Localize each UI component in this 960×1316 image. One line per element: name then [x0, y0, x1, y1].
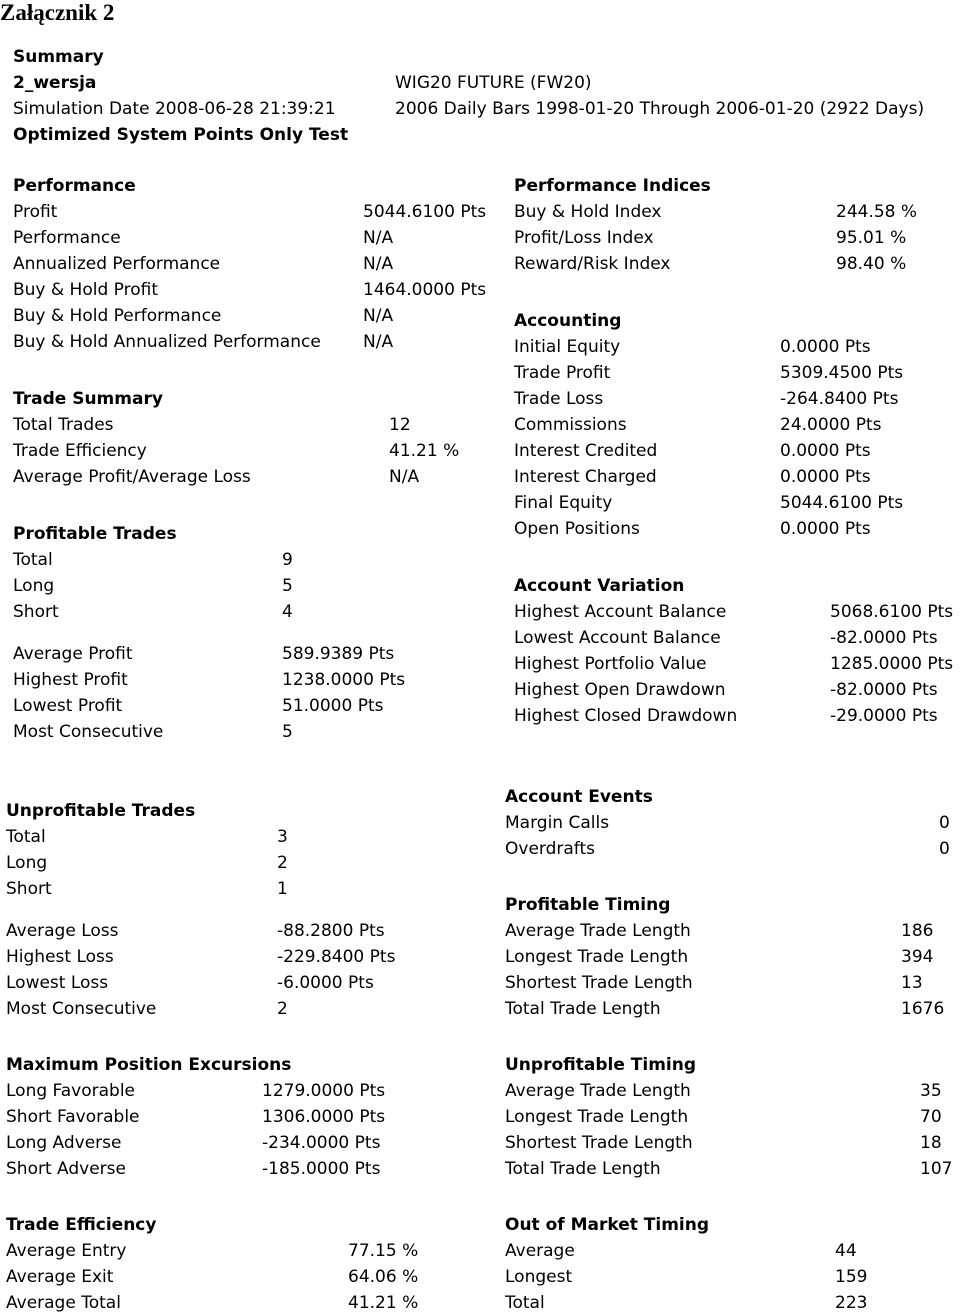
stat-value: 2	[277, 853, 288, 873]
stat-row	[514, 386, 954, 412]
accounting-section	[514, 308, 954, 542]
stat-row	[505, 970, 955, 996]
stat-label: Total	[505, 1293, 545, 1313]
stat-value: 186	[901, 921, 934, 941]
account-variation-section	[514, 573, 960, 729]
stat-row	[6, 1156, 496, 1182]
stat-value: 159	[835, 1267, 868, 1287]
performance-section	[13, 173, 503, 355]
stat-label: Lowest Loss	[6, 973, 109, 993]
stat-value: 1676	[901, 999, 945, 1019]
stat-row	[514, 651, 960, 677]
stat-label: Lowest Profit	[13, 696, 123, 716]
stat-row	[6, 1290, 496, 1316]
unprofitable-timing-heading: Unprofitable Timing	[505, 1055, 697, 1075]
stat-label: Interest Credited	[514, 441, 658, 461]
stat-value: 5	[282, 722, 293, 742]
stat-value: -29.0000 Pts	[830, 706, 938, 726]
stat-label: Final Equity	[514, 493, 613, 513]
stat-row	[514, 251, 954, 277]
stat-row	[13, 438, 503, 464]
stat-label: Highest Portfolio Value	[514, 654, 707, 674]
stat-label: Highest Account Balance	[514, 602, 727, 622]
stat-row	[505, 944, 955, 970]
stat-label: Total Trade Length	[505, 999, 661, 1019]
stat-value: 1464.0000 Pts	[363, 280, 487, 300]
stat-row	[505, 1264, 955, 1290]
account-events-heading: Account Events	[505, 787, 653, 807]
stat-value: 51.0000 Pts	[282, 696, 384, 716]
account-events-section	[505, 784, 955, 862]
stat-label: Average Total	[6, 1293, 121, 1313]
stat-row	[514, 412, 954, 438]
stat-value: 0	[939, 839, 950, 859]
stat-row	[13, 277, 503, 303]
accounting-heading: Accounting	[514, 311, 622, 331]
stat-label: Average Profit	[13, 644, 133, 664]
bars-range: 2006 Daily Bars 1998-01-20 Through 2006-01-20 (2922 Days)	[395, 99, 925, 119]
stat-label: Total	[13, 550, 53, 570]
stat-value: 41.21 %	[348, 1293, 419, 1313]
stat-row	[514, 464, 954, 490]
stat-value: 1	[277, 879, 288, 899]
stat-label: Longest	[505, 1267, 573, 1287]
stat-row	[13, 329, 503, 355]
stat-label: Trade Profit	[514, 363, 611, 383]
stat-value: 4	[282, 602, 293, 622]
stat-label: Average Trade Length	[505, 921, 691, 941]
stat-label: Annualized Performance	[13, 254, 221, 274]
stat-value: 13	[901, 973, 923, 993]
simulation-date: Simulation Date 2008-06-28 21:39:21	[13, 99, 336, 119]
stat-value: 5044.6100 Pts	[780, 493, 904, 513]
stat-row	[514, 625, 960, 651]
stat-label: Short	[13, 602, 59, 622]
stat-row	[505, 996, 955, 1022]
trade-efficiency-section	[6, 1212, 496, 1316]
stat-label: Average Profit/Average Loss	[13, 467, 251, 487]
out-of-market-timing-section	[505, 1212, 955, 1316]
stat-value: 1285.0000 Pts	[830, 654, 954, 674]
stat-value: 1238.0000 Pts	[282, 670, 406, 690]
max-position-excursions-heading: Maximum Position Excursions	[6, 1055, 292, 1075]
stat-row	[13, 719, 503, 745]
stat-value: -6.0000 Pts	[277, 973, 374, 993]
stat-value: 0.0000 Pts	[780, 467, 871, 487]
unprofitable-trades-heading: Unprofitable Trades	[6, 801, 196, 821]
stat-label: Most Consecutive	[13, 722, 164, 742]
stat-label: Total Trade Length	[505, 1159, 661, 1179]
stat-value: 9	[282, 550, 293, 570]
stat-row	[514, 677, 960, 703]
stat-row	[6, 1238, 496, 1264]
stat-label: Longest Trade Length	[505, 1107, 689, 1127]
stat-value: N/A	[363, 228, 394, 248]
stat-row	[505, 1156, 955, 1182]
stat-label: Buy & Hold Profit	[13, 280, 159, 300]
stat-value: 41.21 %	[389, 441, 460, 461]
stat-value: N/A	[363, 306, 394, 326]
stat-label: Trade Loss	[514, 389, 604, 409]
stat-value: 18	[920, 1133, 942, 1153]
stat-label: Most Consecutive	[6, 999, 157, 1019]
stat-value: N/A	[363, 254, 394, 274]
stat-row	[514, 599, 960, 625]
stat-label: Buy & Hold Annualized Performance	[13, 332, 321, 352]
stat-value: 35	[920, 1081, 942, 1101]
stat-label: Highest Closed Drawdown	[514, 706, 738, 726]
stat-row	[6, 850, 496, 876]
stat-row	[13, 599, 503, 625]
stat-value: -82.0000 Pts	[830, 628, 938, 648]
stat-label: Short	[6, 879, 52, 899]
stat-value: -264.8400 Pts	[780, 389, 899, 409]
stat-value: N/A	[389, 467, 420, 487]
stat-value: 0.0000 Pts	[780, 519, 871, 539]
stat-row	[13, 225, 503, 251]
trade-summary-section	[13, 386, 503, 490]
max-position-excursions-section	[6, 1052, 496, 1182]
profitable-timing-section	[505, 892, 955, 1022]
stat-label: Shortest Trade Length	[505, 973, 693, 993]
stat-label: Average Entry	[6, 1241, 127, 1261]
stat-value: 223	[835, 1293, 868, 1313]
stat-label: Open Positions	[514, 519, 640, 539]
stat-row	[13, 547, 503, 573]
stat-value: 1279.0000 Pts	[262, 1081, 386, 1101]
stat-value: 589.9389 Pts	[282, 644, 395, 664]
out-of-market-timing-heading: Out of Market Timing	[505, 1215, 710, 1235]
stat-row	[6, 996, 496, 1022]
unprofitable-trades-section	[6, 798, 496, 1022]
stat-label: Highest Profit	[13, 670, 128, 690]
stat-row	[505, 1238, 955, 1264]
stat-label: Long Adverse	[6, 1133, 122, 1153]
stat-row	[505, 918, 955, 944]
stat-row	[6, 1264, 496, 1290]
stat-value: 5309.4500 Pts	[780, 363, 904, 383]
stat-label: Overdrafts	[505, 839, 595, 859]
stat-row	[514, 516, 954, 542]
stat-label: Long Favorable	[6, 1081, 136, 1101]
stat-label: Reward/Risk Index	[514, 254, 671, 274]
stat-label: Average Trade Length	[505, 1081, 691, 1101]
stat-label: Trade Efficiency	[13, 441, 147, 461]
stat-label: Commissions	[514, 415, 627, 435]
stat-value: 394	[901, 947, 934, 967]
stat-row	[6, 824, 496, 850]
stat-label: Buy & Hold Performance	[13, 306, 222, 326]
stat-value: 0	[939, 813, 950, 833]
stat-label: Initial Equity	[514, 337, 621, 357]
stat-value: 5044.6100 Pts	[363, 202, 487, 222]
stat-value: 24.0000 Pts	[780, 415, 882, 435]
stat-row	[6, 970, 496, 996]
stat-value: 107	[920, 1159, 953, 1179]
stat-value: 95.01 %	[836, 228, 907, 248]
system-name: 2_wersja	[13, 73, 97, 93]
stat-row	[505, 1290, 955, 1316]
stat-label: Short Favorable	[6, 1107, 140, 1127]
stat-value: 12	[389, 415, 411, 435]
summary-heading: Summary	[13, 47, 104, 67]
stat-label: Shortest Trade Length	[505, 1133, 693, 1153]
stat-label: Total	[6, 827, 46, 847]
stat-label: Average	[505, 1241, 575, 1261]
stat-row	[13, 412, 503, 438]
stat-value: 5	[282, 576, 293, 596]
stat-row	[6, 918, 496, 944]
stat-row	[6, 1104, 496, 1130]
stat-row	[6, 1078, 496, 1104]
stat-value: 3	[277, 827, 288, 847]
stat-row	[13, 667, 503, 693]
stat-value: 64.06 %	[348, 1267, 419, 1287]
stat-row	[505, 1130, 955, 1156]
stat-value: 1306.0000 Pts	[262, 1107, 386, 1127]
stat-row	[514, 199, 954, 225]
stat-label: Average Exit	[6, 1267, 114, 1287]
stat-value: -82.0000 Pts	[830, 680, 938, 700]
stat-row	[6, 876, 496, 902]
instrument: WIG20 FUTURE (FW20)	[395, 73, 592, 93]
summary-block	[13, 44, 958, 148]
profitable-trades-section	[13, 521, 503, 745]
unprofitable-timing-section	[505, 1052, 955, 1182]
stat-label: Long	[6, 853, 48, 873]
test-type: Optimized System Points Only Test	[13, 125, 349, 145]
stat-label: Highest Loss	[6, 947, 114, 967]
stat-value: 44	[835, 1241, 857, 1261]
stat-row	[6, 1130, 496, 1156]
stat-row	[505, 1078, 955, 1104]
stat-label: Profit	[13, 202, 58, 222]
stat-value: 244.58 %	[836, 202, 918, 222]
stat-row	[13, 641, 503, 667]
stat-row	[505, 836, 955, 862]
stat-row	[514, 703, 960, 729]
stat-row	[514, 225, 954, 251]
stat-row	[505, 1104, 955, 1130]
stat-value: 5068.6100 Pts	[830, 602, 954, 622]
stat-row	[13, 303, 503, 329]
performance-heading: Performance	[13, 176, 136, 196]
stat-value: 0.0000 Pts	[780, 337, 871, 357]
stat-value: 2	[277, 999, 288, 1019]
stat-row	[514, 334, 954, 360]
stat-value: 98.40 %	[836, 254, 907, 274]
stat-value: -88.2800 Pts	[277, 921, 385, 941]
stat-value: -234.0000 Pts	[262, 1133, 381, 1153]
performance-indices-section	[514, 173, 954, 277]
stat-row	[13, 464, 503, 490]
page-title: Załącznik 2	[0, 0, 115, 25]
stat-label: Performance	[13, 228, 121, 248]
stat-value: N/A	[363, 332, 394, 352]
stat-label: Highest Open Drawdown	[514, 680, 726, 700]
stat-value: 77.15 %	[348, 1241, 419, 1261]
stat-value: -185.0000 Pts	[262, 1159, 381, 1179]
stat-label: Longest Trade Length	[505, 947, 689, 967]
stat-row	[13, 199, 503, 225]
stat-row	[13, 251, 503, 277]
trade-efficiency-heading: Trade Efficiency	[6, 1215, 157, 1235]
stat-value: 70	[920, 1107, 942, 1127]
stat-value: -229.8400 Pts	[277, 947, 396, 967]
account-variation-heading: Account Variation	[514, 576, 685, 596]
stat-label: Long	[13, 576, 55, 596]
profitable-trades-heading: Profitable Trades	[13, 524, 177, 544]
stat-row	[514, 438, 954, 464]
stat-label: Margin Calls	[505, 813, 610, 833]
stat-row	[514, 360, 954, 386]
stat-label: Profit/Loss Index	[514, 228, 654, 248]
stat-row	[6, 944, 496, 970]
stat-label: Average Loss	[6, 921, 119, 941]
stat-row	[13, 573, 503, 599]
stat-label: Short Adverse	[6, 1159, 126, 1179]
trade-summary-heading: Trade Summary	[13, 389, 163, 409]
stat-label: Buy & Hold Index	[514, 202, 662, 222]
stat-value: 0.0000 Pts	[780, 441, 871, 461]
stat-row	[505, 810, 955, 836]
stat-label: Interest Charged	[514, 467, 657, 487]
profitable-timing-heading: Profitable Timing	[505, 895, 671, 915]
stat-row	[13, 693, 503, 719]
stat-label: Lowest Account Balance	[514, 628, 721, 648]
stat-label: Total Trades	[13, 415, 114, 435]
stat-row	[514, 490, 954, 516]
performance-indices-heading: Performance Indices	[514, 176, 711, 196]
